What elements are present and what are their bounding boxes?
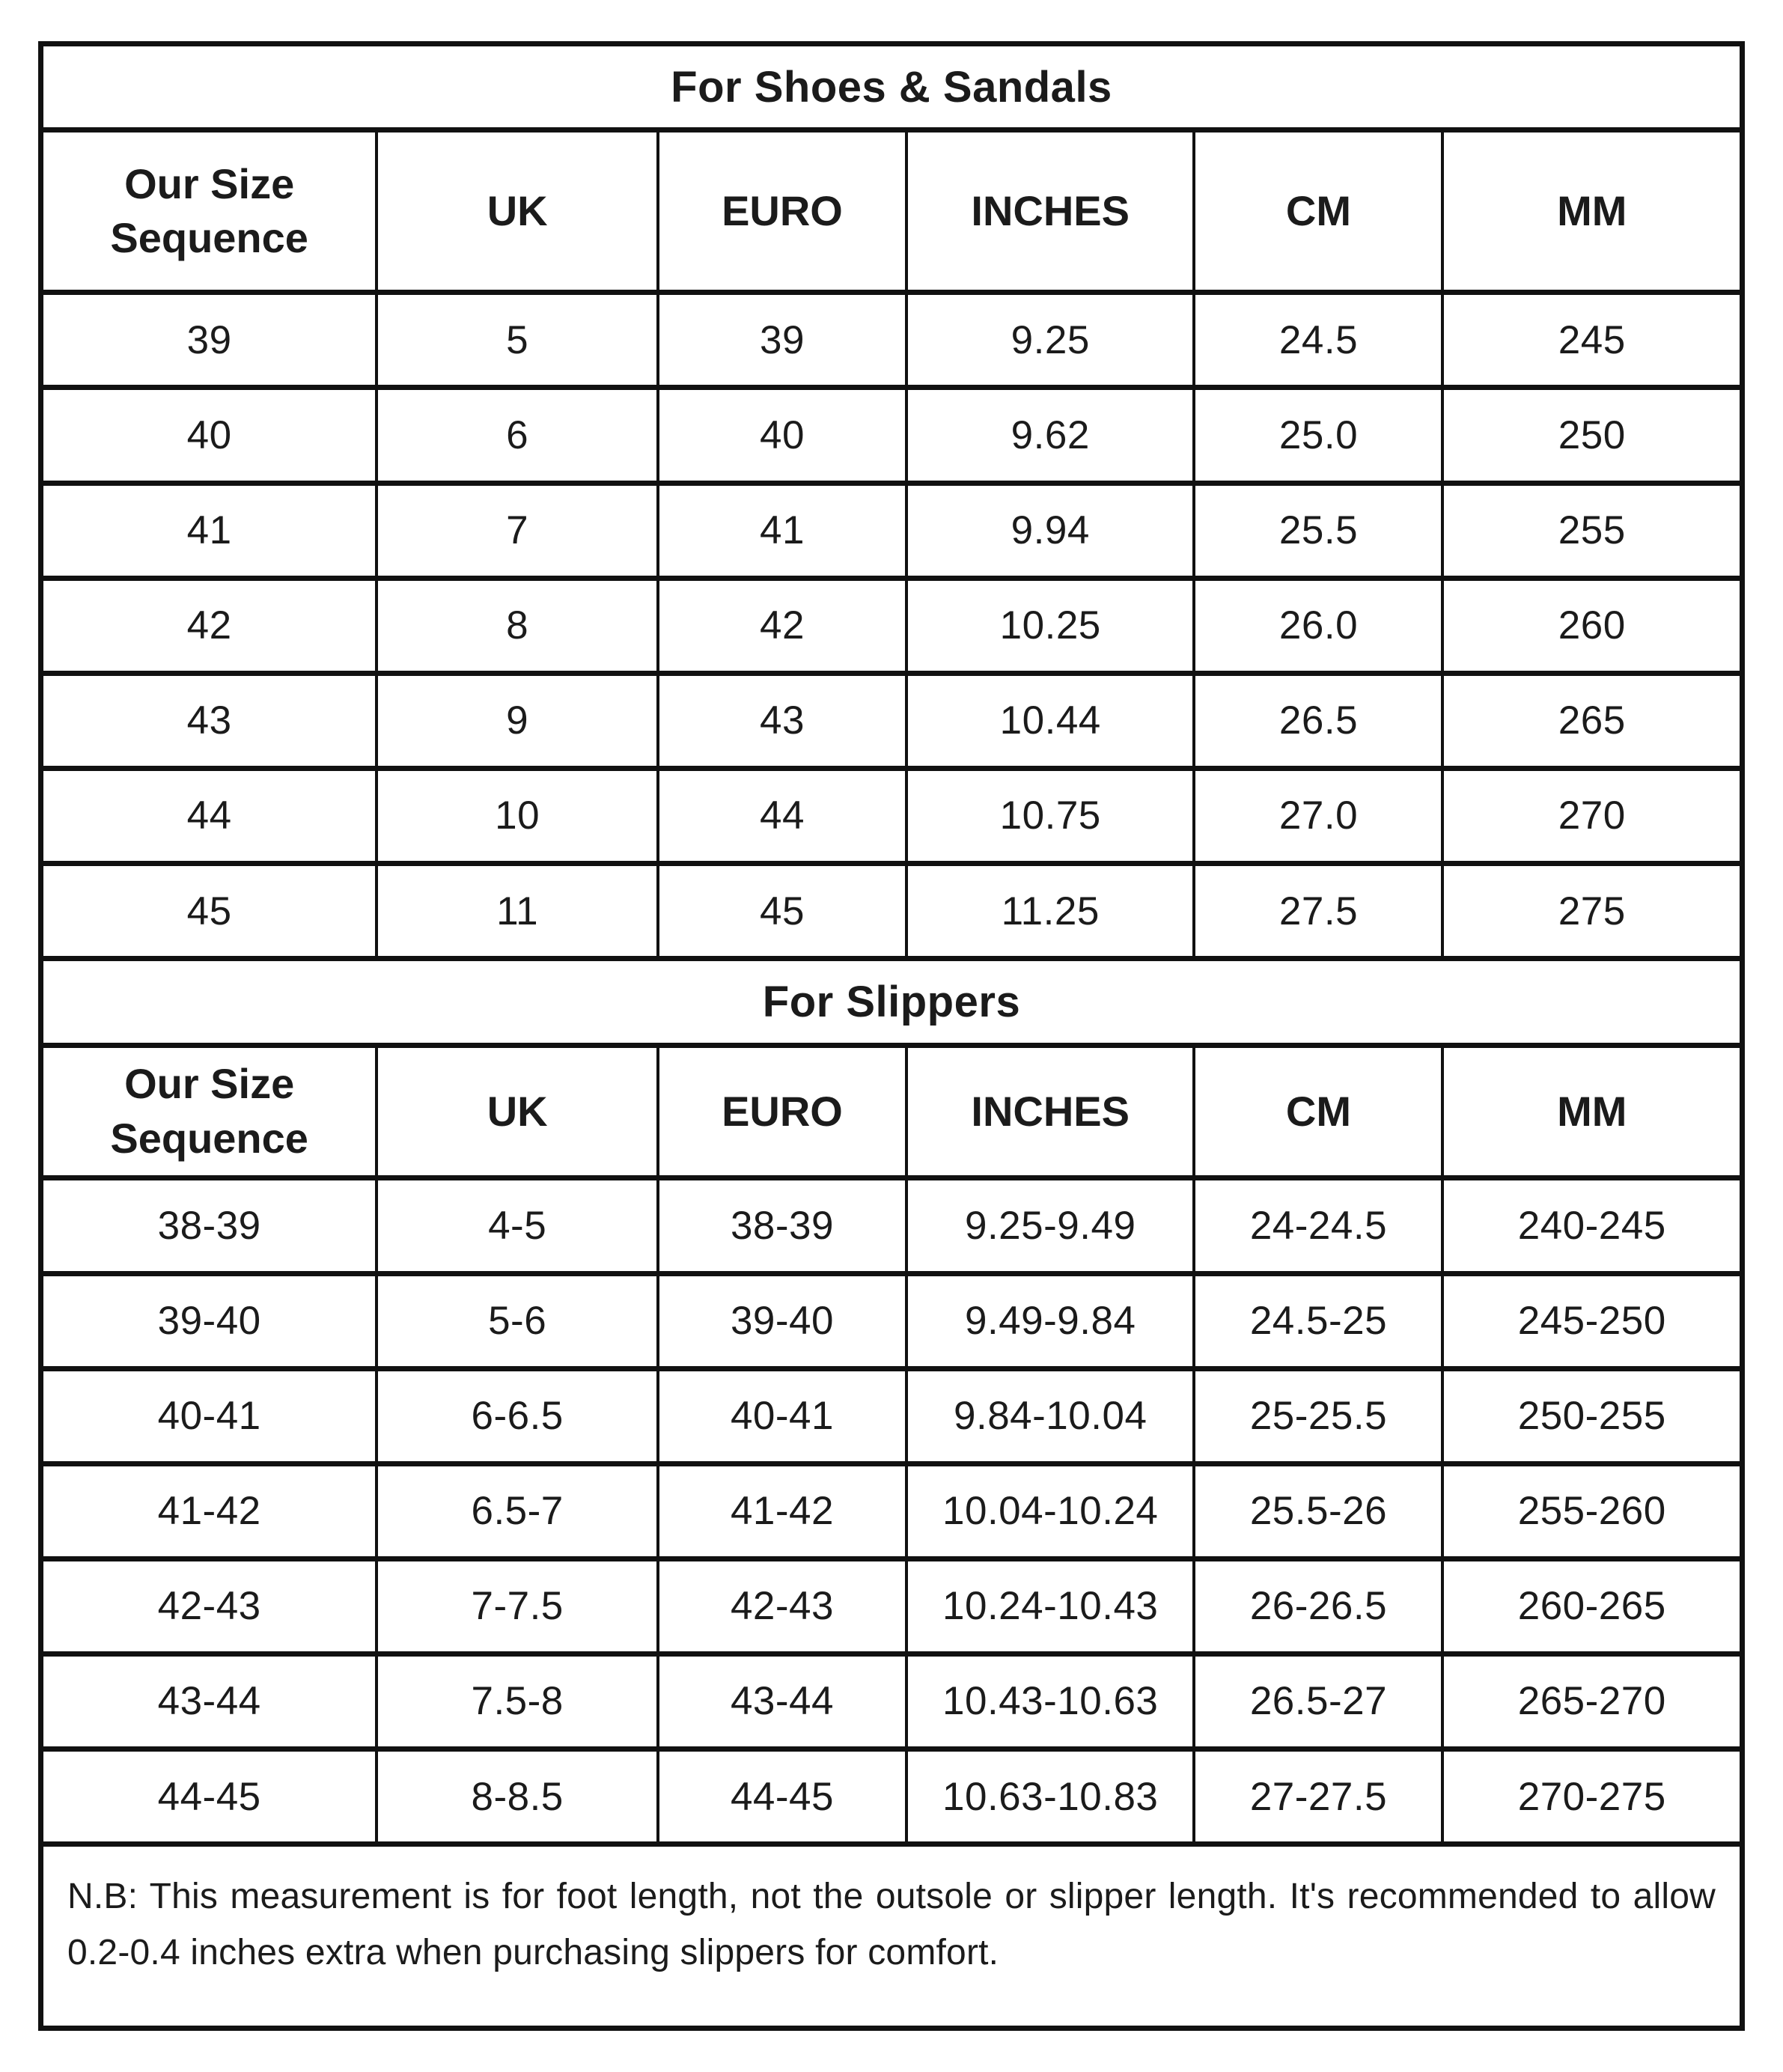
cell-size-sequence: 43: [43, 676, 378, 766]
cell-cm: 25-25.5: [1195, 1371, 1444, 1461]
cell-cm: 26.0: [1195, 581, 1444, 671]
cell-inches: 10.24-10.43: [908, 1561, 1196, 1651]
shoes-header-inches: INCHES: [908, 132, 1196, 290]
cell-mm: 250-255: [1517, 1394, 1666, 1439]
cell-euro: 44-45: [659, 1752, 908, 1841]
cell-uk: 6-6.5: [378, 1371, 659, 1461]
shoes-header-uk: UK: [378, 132, 659, 290]
shoes-table-row: [43, 581, 1740, 676]
shoes-table-row: [43, 866, 1740, 961]
cell-euro: 38-39: [659, 1180, 908, 1270]
cell-size-sequence: 45: [43, 866, 378, 956]
cell-euro: 43-44: [659, 1657, 908, 1746]
cell-mm: 255: [1558, 508, 1626, 553]
slippers-header-size-sequence: Our Size Sequence: [43, 1048, 378, 1176]
cell-cm: 27.0: [1195, 771, 1444, 861]
shoes-table-row: [43, 676, 1740, 771]
cell-cm: 26-26.5: [1195, 1561, 1444, 1651]
cell-cm: 24.5: [1195, 295, 1444, 385]
cell-size-sequence: 39: [43, 295, 378, 385]
cell-size-sequence: 39-40: [43, 1276, 378, 1366]
cell-cm: 25.5: [1195, 486, 1444, 576]
cell-uk: 11: [378, 866, 659, 956]
shoes-section-title-row: [43, 46, 1740, 132]
slippers-header-mm: MM: [1557, 1087, 1627, 1135]
slippers-table-row: [43, 1752, 1740, 1847]
cell-euro: 39: [659, 295, 908, 385]
cell-uk: 8-8.5: [378, 1752, 659, 1841]
cell-cm: 25.5-26: [1195, 1466, 1444, 1556]
cell-euro: 44: [659, 771, 908, 861]
cell-mm: 265: [1558, 698, 1626, 743]
cell-uk: 7-7.5: [378, 1561, 659, 1651]
shoes-table-row: [43, 771, 1740, 866]
cell-cm: 27.5: [1195, 866, 1444, 956]
cell-inches: 11.25: [908, 866, 1196, 956]
cell-uk: 7.5-8: [378, 1657, 659, 1746]
cell-inches: 9.62: [908, 390, 1196, 480]
cell-euro: 41: [659, 486, 908, 576]
cell-size-sequence: 41: [43, 486, 378, 576]
cell-uk: 9: [378, 676, 659, 766]
shoes-header-mm: MM: [1557, 186, 1627, 234]
cell-uk: 5-6: [378, 1276, 659, 1366]
shoes-table-row: [43, 295, 1740, 390]
cell-euro: 42-43: [659, 1561, 908, 1651]
cell-size-sequence: 44-45: [43, 1752, 378, 1841]
cell-euro: 41-42: [659, 1466, 908, 1556]
slippers-table-row: [43, 1371, 1740, 1466]
cell-cm: 26.5-27: [1195, 1657, 1444, 1746]
shoes-table-row: [43, 486, 1740, 581]
cell-cm: 27-27.5: [1195, 1752, 1444, 1841]
cell-size-sequence: 40-41: [43, 1371, 378, 1461]
shoes-header-row: [43, 132, 1740, 295]
cell-inches: 10.04-10.24: [908, 1466, 1196, 1556]
cell-inches: 10.75: [908, 771, 1196, 861]
cell-uk: 10: [378, 771, 659, 861]
cell-inches: 9.49-9.84: [908, 1276, 1196, 1366]
cell-size-sequence: 38-39: [43, 1180, 378, 1270]
cell-inches: 9.25: [908, 295, 1196, 385]
slippers-header-row: [43, 1048, 1740, 1181]
cell-size-sequence: 43-44: [43, 1657, 378, 1746]
footnote: [43, 1847, 1740, 2026]
cell-mm: 240-245: [1517, 1203, 1666, 1248]
shoes-section-title: For Shoes & Sandals: [671, 62, 1112, 112]
cell-mm: 275: [1558, 889, 1626, 933]
footnote-text: N.B: This measurement is for foot length, not the outsole or slipper length. It's recommended to allow 0.2-0.4 inches extra when purchasing slippers for comfort.: [67, 1877, 1716, 1972]
cell-uk: 7: [378, 486, 659, 576]
cell-size-sequence: 44: [43, 771, 378, 861]
cell-uk: 5: [378, 295, 659, 385]
cell-mm: 260: [1558, 603, 1626, 648]
cell-cm: 24-24.5: [1195, 1180, 1444, 1270]
cell-inches: 9.25-9.49: [908, 1180, 1196, 1270]
cell-inches: 10.43-10.63: [908, 1657, 1196, 1746]
cell-mm: 270-275: [1517, 1774, 1666, 1819]
cell-inches: 9.84-10.04: [908, 1371, 1196, 1461]
slippers-header-euro: EURO: [659, 1048, 908, 1176]
cell-uk: 4-5: [378, 1180, 659, 1270]
shoes-table-row: [43, 390, 1740, 485]
cell-euro: 45: [659, 866, 908, 956]
cell-inches: 10.25: [908, 581, 1196, 671]
slippers-table-row: [43, 1561, 1740, 1657]
cell-euro: 42: [659, 581, 908, 671]
cell-cm: 24.5-25: [1195, 1276, 1444, 1366]
cell-inches: 10.44: [908, 676, 1196, 766]
cell-euro: 40: [659, 390, 908, 480]
slippers-header-uk: UK: [378, 1048, 659, 1176]
slippers-section-title-row: [43, 961, 1740, 1047]
slippers-table-row: [43, 1180, 1740, 1276]
footnote-row: [43, 1847, 1740, 2026]
cell-mm: 265-270: [1517, 1679, 1666, 1724]
cell-mm: 245-250: [1517, 1299, 1666, 1344]
cell-euro: 39-40: [659, 1276, 908, 1366]
cell-mm: 260-265: [1517, 1584, 1666, 1629]
slippers-header-cm: CM: [1195, 1048, 1444, 1176]
cell-mm: 255-260: [1517, 1489, 1666, 1534]
slippers-table-row: [43, 1466, 1740, 1561]
cell-inches: 9.94: [908, 486, 1196, 576]
cell-mm: 245: [1558, 317, 1626, 362]
cell-mm: 250: [1558, 413, 1626, 457]
cell-inches: 10.63-10.83: [908, 1752, 1196, 1841]
cell-euro: 40-41: [659, 1371, 908, 1461]
cell-size-sequence: 40: [43, 390, 378, 480]
cell-uk: 6.5-7: [378, 1466, 659, 1556]
cell-uk: 8: [378, 581, 659, 671]
shoes-header-cm: CM: [1195, 132, 1444, 290]
cell-euro: 43: [659, 676, 908, 766]
slippers-header-inches: INCHES: [908, 1048, 1196, 1176]
cell-cm: 26.5: [1195, 676, 1444, 766]
cell-mm: 270: [1558, 793, 1626, 838]
slippers-table-row: [43, 1276, 1740, 1371]
cell-uk: 6: [378, 390, 659, 480]
cell-cm: 25.0: [1195, 390, 1444, 480]
cell-size-sequence: 42: [43, 581, 378, 671]
slippers-table-row: [43, 1657, 1740, 1752]
cell-size-sequence: 41-42: [43, 1466, 378, 1556]
size-chart-table: [38, 41, 1745, 2031]
shoes-header-size-sequence: Our Size Sequence: [43, 132, 378, 290]
cell-size-sequence: 42-43: [43, 1561, 378, 1651]
shoes-header-euro: EURO: [659, 132, 908, 290]
slippers-section-title: For Slippers: [762, 977, 1021, 1026]
